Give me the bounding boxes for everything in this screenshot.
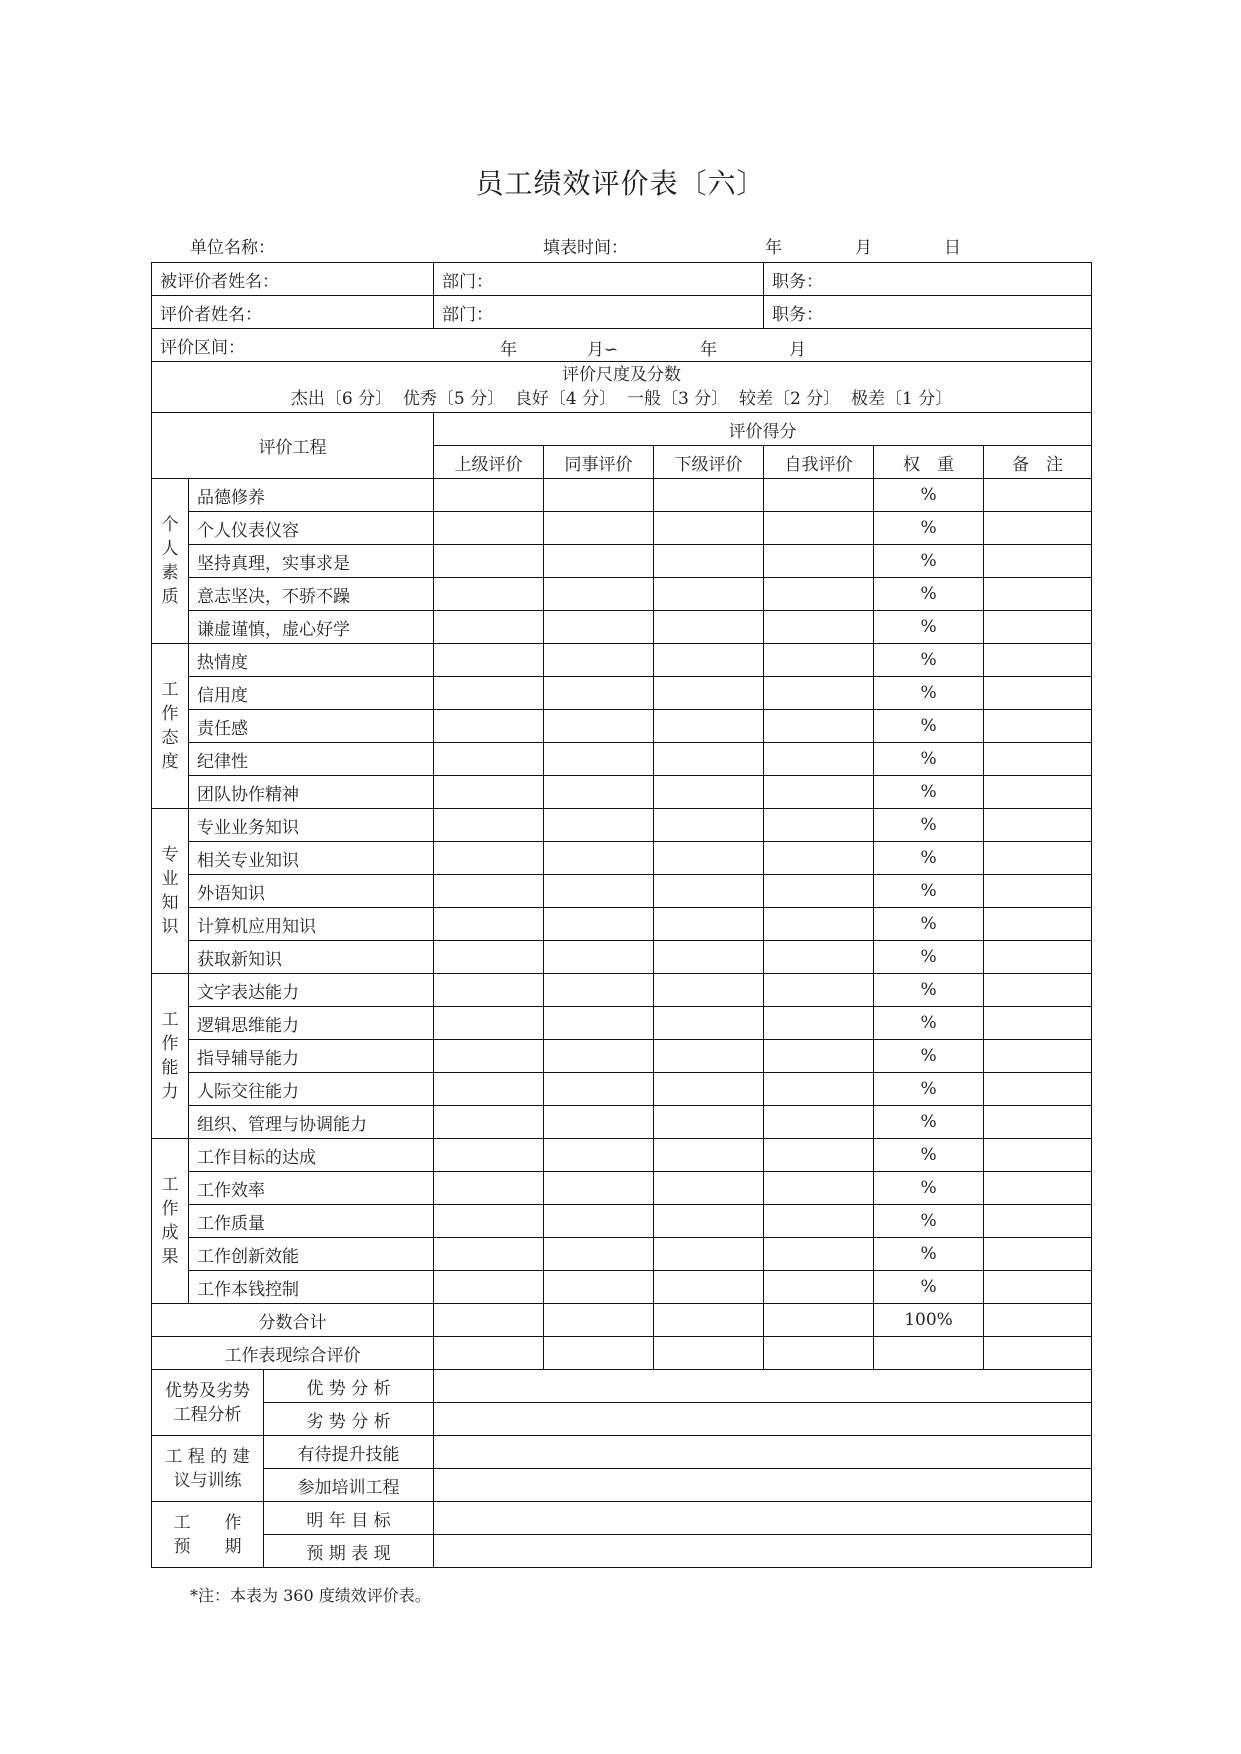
- weight-cell[interactable]: %: [874, 545, 984, 578]
- outlook-label-line-2: 预 期: [173, 1536, 242, 1557]
- total-superior-cell[interactable]: [434, 1304, 544, 1337]
- superior-score-cell[interactable]: [434, 1205, 544, 1238]
- superior-score-cell[interactable]: [434, 941, 544, 974]
- peer-score-cell[interactable]: [544, 1205, 654, 1238]
- skills-row: [152, 1436, 1092, 1469]
- self-score-cell[interactable]: [764, 908, 874, 941]
- remark-cell[interactable]: [984, 1139, 1092, 1172]
- peer-score-cell[interactable]: [544, 908, 654, 941]
- evaluation-item-row: [152, 677, 1092, 710]
- item-label: 逻辑思维能力: [189, 1007, 434, 1040]
- fill-day-label: 日: [944, 238, 961, 258]
- peer-score-cell[interactable]: [544, 710, 654, 743]
- self-score-cell[interactable]: [764, 611, 874, 644]
- peer-score-cell[interactable]: [544, 809, 654, 842]
- weakness-row: [152, 1403, 1092, 1436]
- evaluation-item-row: [152, 1172, 1092, 1205]
- subordinate-score-cell[interactable]: [654, 875, 764, 908]
- evaluation-item-row: [152, 941, 1092, 974]
- superior-score-cell[interactable]: [434, 1007, 544, 1040]
- item-label: 计算机应用知识: [189, 908, 434, 941]
- remark-cell[interactable]: [984, 1106, 1092, 1139]
- strength-label: 优 势 分 析: [264, 1370, 434, 1403]
- weight-cell[interactable]: %: [874, 512, 984, 545]
- weight-column-header: 权 重: [874, 446, 984, 479]
- overall-row: [152, 1337, 1092, 1370]
- peer-score-cell[interactable]: [544, 644, 654, 677]
- superior-score-cell[interactable]: [434, 776, 544, 809]
- weight-cell[interactable]: %: [874, 1172, 984, 1205]
- remark-cell[interactable]: [984, 941, 1092, 974]
- total-row: [152, 1304, 1092, 1337]
- strength-row: [152, 1370, 1092, 1403]
- evaluation-item-row: [152, 974, 1092, 1007]
- weakness-label: 劣 势 分 析: [264, 1403, 434, 1436]
- superior-score-cell[interactable]: [434, 611, 544, 644]
- evaluatee-row: [152, 263, 1092, 296]
- subordinate-score-cell[interactable]: [654, 776, 764, 809]
- evaluation-item-row: [152, 1205, 1092, 1238]
- superior-score-cell[interactable]: [434, 677, 544, 710]
- subordinate-score-cell[interactable]: [654, 644, 764, 677]
- subordinate-score-cell[interactable]: [654, 1040, 764, 1073]
- self-score-cell[interactable]: [764, 578, 874, 611]
- form-title: 员工绩效评价表〔六〕: [475, 167, 766, 200]
- training-section-label: [152, 1436, 264, 1502]
- item-label: 团队协作精神: [189, 776, 434, 809]
- superior-column-header: 上级评价: [434, 446, 544, 479]
- evaluation-item-row: [152, 479, 1092, 512]
- weight-cell[interactable]: %: [874, 908, 984, 941]
- expected-row: [152, 1535, 1092, 1568]
- weight-cell[interactable]: %: [874, 1205, 984, 1238]
- peer-score-cell[interactable]: [544, 1040, 654, 1073]
- subordinate-score-cell[interactable]: [654, 809, 764, 842]
- self-score-cell[interactable]: [764, 710, 874, 743]
- evaluation-item-row: [152, 875, 1092, 908]
- remark-cell[interactable]: [984, 710, 1092, 743]
- item-label: 工作质量: [189, 1205, 434, 1238]
- overall-evaluation-label: 工作表现综合评价: [152, 1337, 434, 1370]
- remark-cell[interactable]: [984, 1238, 1092, 1271]
- remark-cell[interactable]: [984, 1205, 1092, 1238]
- subordinate-score-cell[interactable]: [654, 479, 764, 512]
- score-group-header: 评价得分: [434, 413, 1092, 446]
- evaluatee-position-field[interactable]: 职务：: [764, 263, 1092, 296]
- subordinate-score-cell[interactable]: [654, 677, 764, 710]
- peer-score-cell[interactable]: [544, 1271, 654, 1304]
- rating-scale: [152, 362, 1092, 413]
- weight-cell[interactable]: %: [874, 644, 984, 677]
- item-label: 纪律性: [189, 743, 434, 776]
- goal-row: [152, 1502, 1092, 1535]
- goal-label: 明 年 目 标: [264, 1502, 434, 1535]
- peer-score-cell[interactable]: [544, 611, 654, 644]
- evaluation-item-row: [152, 842, 1092, 875]
- evaluation-item-row: [152, 578, 1092, 611]
- courses-label: 参加培训工程: [264, 1469, 434, 1502]
- period-label: 评价区间：: [160, 337, 245, 358]
- peer-score-cell[interactable]: [544, 1106, 654, 1139]
- weight-cell[interactable]: %: [874, 941, 984, 974]
- evaluation-item-row: [152, 1073, 1092, 1106]
- item-label: 品德修养: [189, 479, 434, 512]
- total-weight: 100%: [874, 1304, 984, 1337]
- evaluator-row: [152, 296, 1092, 329]
- overall-subordinate-cell[interactable]: [654, 1337, 764, 1370]
- weight-cell[interactable]: %: [874, 1106, 984, 1139]
- item-label: 工作创新效能: [189, 1238, 434, 1271]
- fill-time-label: 填表时间：: [543, 238, 628, 258]
- subordinate-score-cell[interactable]: [654, 611, 764, 644]
- peer-score-cell[interactable]: [544, 545, 654, 578]
- subordinate-score-cell[interactable]: [654, 1106, 764, 1139]
- evaluation-item-row: [152, 776, 1092, 809]
- weight-cell[interactable]: %: [874, 743, 984, 776]
- remark-cell[interactable]: [984, 974, 1092, 1007]
- total-subordinate-cell[interactable]: [654, 1304, 764, 1337]
- self-score-cell[interactable]: [764, 842, 874, 875]
- subordinate-score-cell[interactable]: [654, 743, 764, 776]
- self-score-cell[interactable]: [764, 776, 874, 809]
- analysis-label-line-2: 工程分析: [173, 1404, 242, 1425]
- total-peer-cell[interactable]: [544, 1304, 654, 1337]
- self-score-cell[interactable]: [764, 1271, 874, 1304]
- peer-score-cell[interactable]: [544, 1172, 654, 1205]
- self-score-cell[interactable]: [764, 512, 874, 545]
- self-score-cell[interactable]: [764, 1172, 874, 1205]
- item-label: 相关专业知识: [189, 842, 434, 875]
- peer-score-cell[interactable]: [544, 1073, 654, 1106]
- remark-cell[interactable]: [984, 611, 1092, 644]
- weight-cell[interactable]: %: [874, 578, 984, 611]
- weight-cell[interactable]: %: [874, 875, 984, 908]
- remark-cell[interactable]: [984, 479, 1092, 512]
- weight-cell[interactable]: %: [874, 710, 984, 743]
- peer-score-cell[interactable]: [544, 776, 654, 809]
- self-score-cell[interactable]: [764, 644, 874, 677]
- weight-cell[interactable]: %: [874, 842, 984, 875]
- item-label: 文字表达能力: [189, 974, 434, 1007]
- weight-cell[interactable]: %: [874, 677, 984, 710]
- period-year-start: 年: [500, 340, 517, 360]
- skills-input[interactable]: [434, 1436, 1092, 1469]
- analysis-section-label: [152, 1370, 264, 1436]
- remark-cell[interactable]: [984, 908, 1092, 941]
- superior-score-cell[interactable]: [434, 875, 544, 908]
- subordinate-score-cell[interactable]: [654, 908, 764, 941]
- peer-score-cell[interactable]: [544, 875, 654, 908]
- peer-score-cell[interactable]: [544, 743, 654, 776]
- subordinate-score-cell[interactable]: [654, 512, 764, 545]
- remark-cell[interactable]: [984, 743, 1092, 776]
- column-header-row-1: [152, 413, 1092, 446]
- peer-score-cell[interactable]: [544, 974, 654, 1007]
- rating-scale-title: 评价尺度及分数: [562, 365, 682, 385]
- self-score-cell[interactable]: [764, 1007, 874, 1040]
- self-score-cell[interactable]: [764, 677, 874, 710]
- superior-score-cell[interactable]: [434, 1172, 544, 1205]
- courses-row: [152, 1469, 1092, 1502]
- evaluation-item-row: [152, 1139, 1092, 1172]
- remark-cell[interactable]: [984, 1073, 1092, 1106]
- subordinate-score-cell[interactable]: [654, 545, 764, 578]
- remark-cell[interactable]: [984, 644, 1092, 677]
- group-name: 个人素质: [161, 515, 179, 607]
- subordinate-score-cell[interactable]: [654, 1007, 764, 1040]
- evaluation-item-row: [152, 1106, 1092, 1139]
- superior-score-cell[interactable]: [434, 743, 544, 776]
- superior-score-cell[interactable]: [434, 908, 544, 941]
- item-label: 工作目标的达成: [189, 1139, 434, 1172]
- item-column-header: 评价工程: [152, 413, 434, 479]
- item-label: 外语知识: [189, 875, 434, 908]
- self-score-cell[interactable]: [764, 941, 874, 974]
- subordinate-score-cell[interactable]: [654, 1139, 764, 1172]
- footnote: *注：本表为 360 度绩效评价表。: [190, 1586, 431, 1605]
- remark-cell[interactable]: [984, 842, 1092, 875]
- superior-score-cell[interactable]: [434, 578, 544, 611]
- item-label: 责任感: [189, 710, 434, 743]
- subordinate-score-cell[interactable]: [654, 1271, 764, 1304]
- peer-score-cell[interactable]: [544, 512, 654, 545]
- weight-cell[interactable]: %: [874, 479, 984, 512]
- self-score-cell[interactable]: [764, 545, 874, 578]
- remark-cell[interactable]: [984, 1007, 1092, 1040]
- superior-score-cell[interactable]: [434, 809, 544, 842]
- remark-cell[interactable]: [984, 677, 1092, 710]
- evaluatee-name-field[interactable]: 被评价者姓名：: [152, 263, 434, 296]
- evaluator-name-field[interactable]: 评价者姓名：: [152, 296, 434, 329]
- remark-cell[interactable]: [984, 776, 1092, 809]
- weight-cell[interactable]: %: [874, 974, 984, 1007]
- group-label: [152, 644, 189, 809]
- period-month-start: 月∽: [587, 340, 619, 360]
- item-label: 专业业务知识: [189, 809, 434, 842]
- self-score-cell[interactable]: [764, 743, 874, 776]
- self-score-cell[interactable]: [764, 1040, 874, 1073]
- weight-cell[interactable]: %: [874, 1238, 984, 1271]
- unit-name-label: 单位名称：: [190, 238, 275, 258]
- fill-year-label: 年: [765, 238, 782, 258]
- subordinate-score-cell[interactable]: [654, 974, 764, 1007]
- subordinate-score-cell[interactable]: [654, 941, 764, 974]
- item-label: 信用度: [189, 677, 434, 710]
- self-score-cell[interactable]: [764, 479, 874, 512]
- weight-cell[interactable]: %: [874, 1040, 984, 1073]
- period-row: [152, 329, 1092, 362]
- training-label-line-2: 议与训练: [173, 1470, 242, 1491]
- superior-score-cell[interactable]: [434, 1271, 544, 1304]
- evaluation-item-row: [152, 611, 1092, 644]
- remark-cell[interactable]: [984, 578, 1092, 611]
- superior-score-cell[interactable]: [434, 545, 544, 578]
- peer-score-cell[interactable]: [544, 1238, 654, 1271]
- peer-score-cell[interactable]: [544, 941, 654, 974]
- superior-score-cell[interactable]: [434, 1238, 544, 1271]
- evaluation-item-row: [152, 1007, 1092, 1040]
- evaluation-item-row: [152, 743, 1092, 776]
- self-score-cell[interactable]: [764, 974, 874, 1007]
- item-label: 获取新知识: [189, 941, 434, 974]
- evaluation-period-field[interactable]: [152, 329, 1092, 362]
- weight-cell[interactable]: %: [874, 776, 984, 809]
- superior-score-cell[interactable]: [434, 1040, 544, 1073]
- superior-score-cell[interactable]: [434, 1139, 544, 1172]
- weight-cell[interactable]: %: [874, 809, 984, 842]
- subordinate-score-cell[interactable]: [654, 842, 764, 875]
- superior-score-cell[interactable]: [434, 644, 544, 677]
- overall-remark-cell[interactable]: [984, 1337, 1092, 1370]
- evaluation-item-row: [152, 1040, 1092, 1073]
- total-remark-cell[interactable]: [984, 1304, 1092, 1337]
- period-year-end: 年: [700, 340, 717, 360]
- self-score-cell[interactable]: [764, 1073, 874, 1106]
- subordinate-score-cell[interactable]: [654, 1073, 764, 1106]
- group-name: 工作能力: [161, 1010, 179, 1102]
- item-label: 坚持真理，实事求是: [189, 545, 434, 578]
- group-name: 工作成果: [161, 1175, 179, 1267]
- evaluation-item-row: [152, 710, 1092, 743]
- remark-cell[interactable]: [984, 512, 1092, 545]
- peer-score-cell[interactable]: [544, 842, 654, 875]
- self-column-header: 自我评价: [764, 446, 874, 479]
- subordinate-score-cell[interactable]: [654, 1205, 764, 1238]
- remark-cell[interactable]: [984, 1172, 1092, 1205]
- strength-input[interactable]: [434, 1370, 1092, 1403]
- superior-score-cell[interactable]: [434, 1106, 544, 1139]
- remark-cell[interactable]: [984, 809, 1092, 842]
- subordinate-score-cell[interactable]: [654, 1238, 764, 1271]
- self-score-cell[interactable]: [764, 875, 874, 908]
- evaluatee-dept-field[interactable]: 部门：: [434, 263, 764, 296]
- superior-score-cell[interactable]: [434, 479, 544, 512]
- outlook-label-line-1: 工 作: [173, 1512, 242, 1533]
- evaluation-item-row: [152, 809, 1092, 842]
- evaluation-item-row: [152, 1271, 1092, 1304]
- item-label: 工作效率: [189, 1172, 434, 1205]
- superior-score-cell[interactable]: [434, 1073, 544, 1106]
- superior-score-cell[interactable]: [434, 842, 544, 875]
- item-label: 指导辅导能力: [189, 1040, 434, 1073]
- group-label: [152, 809, 189, 974]
- weight-cell[interactable]: %: [874, 1271, 984, 1304]
- total-label: 分数合计: [152, 1304, 434, 1337]
- group-name: 工作态度: [161, 680, 179, 772]
- self-score-cell[interactable]: [764, 809, 874, 842]
- group-label: [152, 1139, 189, 1304]
- overall-superior-cell[interactable]: [434, 1337, 544, 1370]
- overall-weight-cell[interactable]: [874, 1337, 984, 1370]
- weight-cell[interactable]: %: [874, 611, 984, 644]
- evaluation-item-row: [152, 545, 1092, 578]
- evaluation-item-row: [152, 1238, 1092, 1271]
- scale-row: [152, 362, 1092, 413]
- expected-label: 预 期 表 现: [264, 1535, 434, 1568]
- subordinate-column-header: 下级评价: [654, 446, 764, 479]
- item-label: 组织、管理与协调能力: [189, 1106, 434, 1139]
- self-score-cell[interactable]: [764, 1205, 874, 1238]
- total-self-cell[interactable]: [764, 1304, 874, 1337]
- weight-cell[interactable]: %: [874, 1139, 984, 1172]
- evaluation-item-row: [152, 512, 1092, 545]
- item-label: 谦虚谨慎，虚心好学: [189, 611, 434, 644]
- self-score-cell[interactable]: [764, 1139, 874, 1172]
- peer-column-header: 同事评价: [544, 446, 654, 479]
- subordinate-score-cell[interactable]: [654, 578, 764, 611]
- courses-input[interactable]: [434, 1469, 1092, 1502]
- item-label: 个人仪表仪容: [189, 512, 434, 545]
- peer-score-cell[interactable]: [544, 479, 654, 512]
- training-label-line-1: 工 程 的 建: [165, 1446, 250, 1467]
- evaluator-position-field[interactable]: 职务：: [764, 296, 1092, 329]
- evaluator-dept-field[interactable]: 部门：: [434, 296, 764, 329]
- weight-cell[interactable]: %: [874, 1007, 984, 1040]
- goal-input[interactable]: [434, 1502, 1092, 1535]
- period-month-end: 月: [789, 340, 806, 360]
- self-score-cell[interactable]: [764, 1106, 874, 1139]
- analysis-label-line-1: 优势及劣势: [165, 1380, 250, 1401]
- overall-peer-cell[interactable]: [544, 1337, 654, 1370]
- group-label: [152, 479, 189, 644]
- superior-score-cell[interactable]: [434, 974, 544, 1007]
- group-label: [152, 974, 189, 1139]
- remark-cell[interactable]: [984, 545, 1092, 578]
- expected-input[interactable]: [434, 1535, 1092, 1568]
- outlook-section-label: [152, 1502, 264, 1568]
- evaluation-item-row: [152, 908, 1092, 941]
- item-label: 人际交往能力: [189, 1073, 434, 1106]
- remark-cell[interactable]: [984, 1040, 1092, 1073]
- peer-score-cell[interactable]: [544, 1007, 654, 1040]
- superior-score-cell[interactable]: [434, 710, 544, 743]
- weakness-input[interactable]: [434, 1403, 1092, 1436]
- evaluation-form-table: [151, 262, 1092, 1568]
- self-score-cell[interactable]: [764, 1238, 874, 1271]
- peer-score-cell[interactable]: [544, 578, 654, 611]
- remark-cell[interactable]: [984, 875, 1092, 908]
- item-label: 热情度: [189, 644, 434, 677]
- subordinate-score-cell[interactable]: [654, 1172, 764, 1205]
- item-label: 工作本钱控制: [189, 1271, 434, 1304]
- peer-score-cell[interactable]: [544, 677, 654, 710]
- evaluation-item-row: [152, 644, 1092, 677]
- peer-score-cell[interactable]: [544, 1139, 654, 1172]
- rating-scale-levels: 杰出〔6 分〕 优秀〔5 分〕 良好〔4 分〕 一般〔3 分〕 较差〔2 分〕 极差〔1 分〕: [290, 389, 953, 409]
- skills-label: 有待提升技能: [264, 1436, 434, 1469]
- remark-column-header: 备 注: [984, 446, 1092, 479]
- overall-self-cell[interactable]: [764, 1337, 874, 1370]
- item-label: 意志坚决，不骄不躁: [189, 578, 434, 611]
- superior-score-cell[interactable]: [434, 512, 544, 545]
- group-name: 专业知识: [161, 845, 179, 937]
- weight-cell[interactable]: %: [874, 1073, 984, 1106]
- remark-cell[interactable]: [984, 1271, 1092, 1304]
- subordinate-score-cell[interactable]: [654, 710, 764, 743]
- fill-month-label: 月: [855, 238, 872, 258]
